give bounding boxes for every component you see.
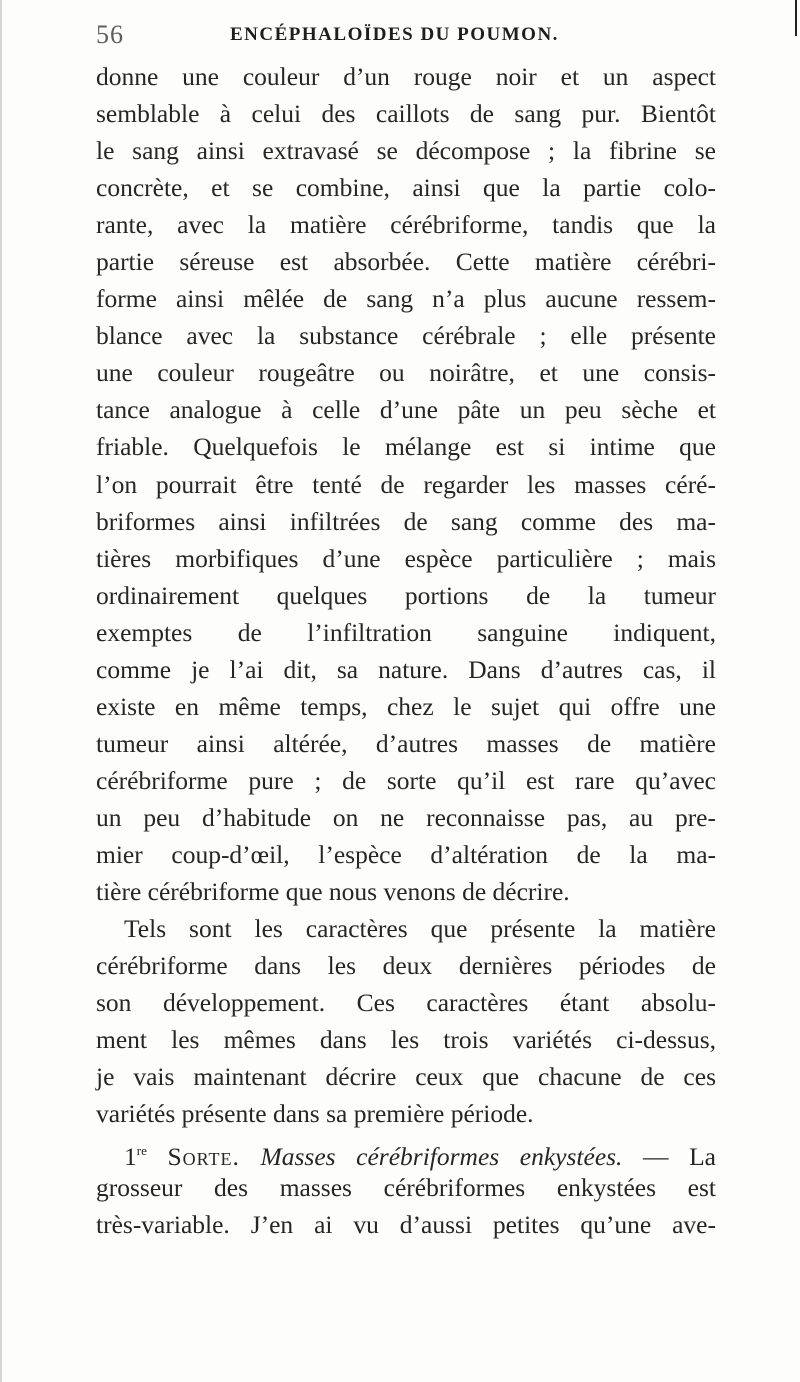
- text-line: partie séreuse est absorbée. Cette matière cérébri-: [96, 247, 716, 277]
- text-line: donne une couleur d’un rouge noir et un aspect: [96, 62, 716, 91]
- text-line: grosseur des masses cérébriformes enkystées est: [96, 1173, 716, 1203]
- text-line: un peu d’habitude on ne reconnaisse pas, au pre-: [96, 802, 716, 832]
- text-line: concrète, et se combine, ainsi que la partie colo-: [96, 173, 716, 203]
- text-line: tières morbifiques d’une espèce particulière ; mais: [96, 543, 716, 573]
- text-line: tumeur ainsi altérée, d’autres masses de matière: [96, 728, 716, 758]
- text-line: friable. Quelquefois le mélange est si intime que: [96, 432, 716, 462]
- text-line: comme je l’ai dit, sa nature. Dans d’autres cas, il: [96, 654, 716, 684]
- text-line: variétés présente dans sa première période.: [96, 1099, 534, 1129]
- text-line: le sang ainsi extravasé se décompose ; la fibrine se: [96, 136, 716, 166]
- section-heading-line: [96, 1132, 716, 1172]
- text-line: blance avec la substance cérébrale ; elle présente: [96, 321, 716, 351]
- text-line: son développement. Ces caractères étant absolu-: [96, 988, 716, 1018]
- text-line: forme ainsi mêlée de sang n’a plus aucune ressem-: [96, 284, 716, 314]
- text-line: une couleur rougeâtre ou noirâtre, et une consis-: [96, 358, 716, 388]
- section-first-words: La: [689, 1142, 716, 1172]
- text-line: tière cérébriforme que nous venons de décrire.: [96, 877, 570, 907]
- section-ordinal: 1: [124, 1142, 137, 1172]
- paragraph-2: [96, 910, 716, 1132]
- section-ordinal-sup: re: [136, 1143, 147, 1159]
- text-line: très-variable. J’en ai vu d’aussi petites qu’une ave-: [96, 1210, 716, 1240]
- text-line: Tels sont les caractères que présente la matière: [124, 914, 716, 944]
- text-line: l’on pourrait être tenté de regarder les masses céré-: [96, 469, 716, 499]
- page-edge-mark: [795, 0, 797, 36]
- text-line: ordinairement quelques portions de la tumeur: [96, 580, 716, 610]
- text-line: je vais maintenant décrire ceux que chacune de ces: [96, 1062, 716, 1092]
- section-paragraph: [96, 1132, 716, 1243]
- body-text: [96, 58, 716, 1244]
- text-line: cérébriforme pure ; de sorte qu’il est rare qu’avec: [96, 765, 716, 795]
- text-line: exemptes de l’infiltration sanguine indiquent,: [96, 617, 716, 647]
- text-line: existe en même temps, chez le sujet qui offre une: [96, 691, 716, 721]
- text-line: tance analogue à celle d’une pâte un peu sèche et: [96, 395, 716, 425]
- text-line: semblable à celui des caillots de sang pur. Bientôt: [96, 99, 716, 129]
- section-label: Sorte.: [167, 1142, 240, 1172]
- text-line: cérébriforme dans les deux dernières périodes de: [96, 951, 716, 981]
- running-head: ENCÉPHALOÏDES DU POUMON.: [230, 24, 559, 45]
- section-lines: [96, 1169, 716, 1243]
- text-line: briformes ainsi infiltrées de sang comme des ma-: [96, 506, 716, 536]
- text-line: ment les mêmes dans les trois variétés ci-dessus,: [96, 1025, 716, 1055]
- text-line: mier coup-d’œil, l’espèce d’altération de la ma-: [96, 839, 716, 869]
- paragraph-1: [96, 58, 716, 910]
- text-line: rante, avec la matière cérébriforme, tandis que la: [96, 210, 716, 240]
- page-number: 56: [96, 20, 124, 49]
- section-dash: —: [643, 1142, 669, 1172]
- section-title: Masses cérébriformes enkystées.: [260, 1142, 623, 1172]
- page-header: [96, 14, 716, 48]
